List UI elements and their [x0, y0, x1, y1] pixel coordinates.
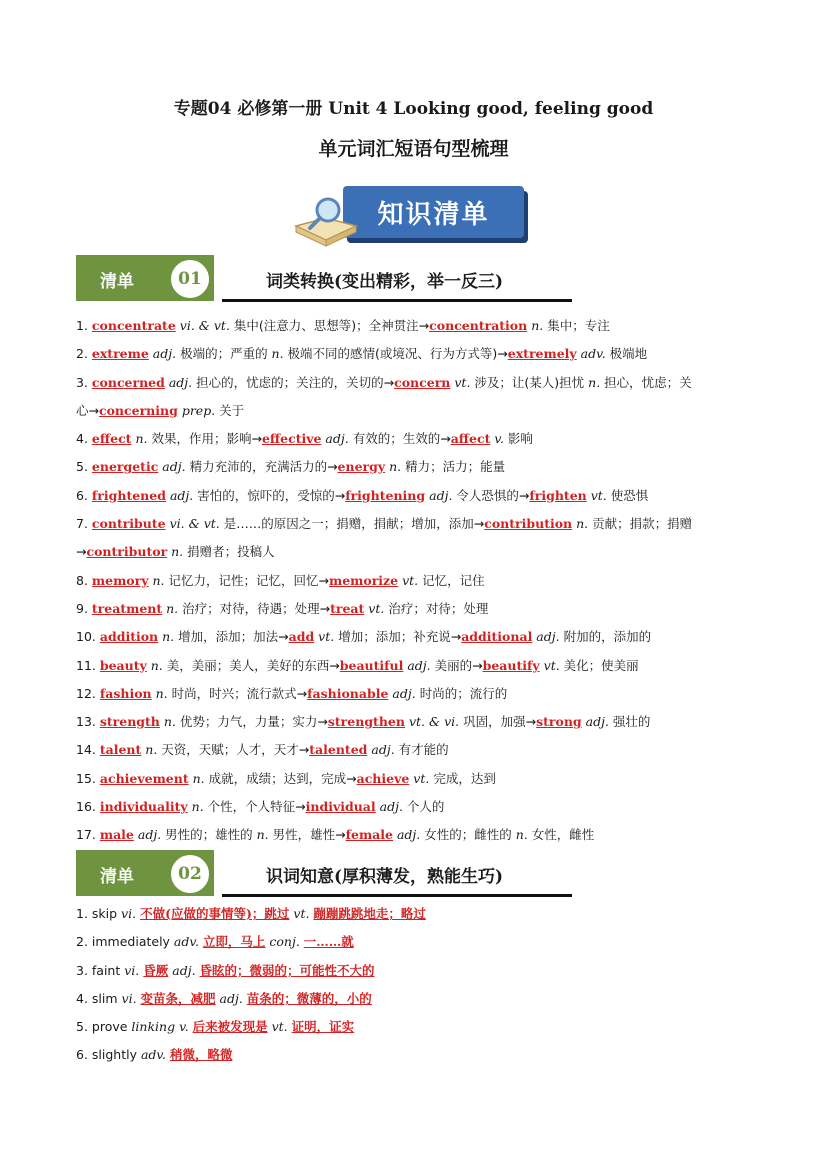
section-heading: 识词知意(厚积薄发，熟能生巧) [266, 867, 504, 887]
line-text: 美化；使美丽 [563, 657, 639, 673]
line-text: 捐赠者；投稿人 [187, 544, 275, 560]
line-text: 集中；专注 [547, 318, 610, 333]
answer-text: 蹦蹦跳跳地走；略过 [313, 906, 426, 921]
answer-text: male [99, 827, 134, 843]
line-text: 1. skip [76, 906, 122, 921]
line-text: 时尚，时兴；流行款式→ [171, 685, 308, 701]
part-of-speech: vt. [314, 629, 339, 645]
line-text: 个性，个人特征→ [207, 799, 306, 815]
vocab-list [76, 312, 756, 850]
part-of-speech: n. [158, 629, 179, 645]
vocab-line [76, 652, 756, 680]
line-text: → [76, 544, 87, 560]
part-of-speech: vt. [364, 600, 389, 616]
answer-text: additional [461, 629, 533, 645]
line-text: 天资，天赋；人才，天才→ [161, 742, 310, 758]
answer-text: individual [305, 799, 376, 815]
section-tab-label: 清单 [100, 272, 134, 292]
answer-text: beautiful [339, 657, 404, 673]
part-of-speech: vi. [124, 962, 144, 978]
part-of-speech: n. [187, 799, 208, 815]
part-of-speech: adv. [140, 1047, 170, 1063]
part-of-speech: linking v. [131, 1019, 193, 1035]
part-of-speech: n. [162, 600, 183, 616]
part-of-speech: n. [148, 572, 169, 588]
line-text: 害怕的，惊吓的，受惊的→ [197, 487, 346, 503]
section-number: 02 [168, 852, 212, 896]
answer-text: contribute [91, 516, 166, 532]
line-text: 2. [76, 346, 92, 362]
answer-text: treatment [91, 600, 163, 616]
answer-text: addition [99, 629, 159, 645]
section-underline [222, 894, 572, 897]
part-of-speech: v. [490, 431, 508, 447]
answer-text: treat [330, 600, 365, 616]
line-text: 令人恐惧的→ [456, 487, 530, 503]
part-of-speech: vi. & vt. [165, 516, 224, 532]
part-of-speech: adj. [168, 962, 200, 978]
vocab-line [76, 793, 756, 821]
part-of-speech: vt. [398, 572, 423, 588]
vocab-line [76, 453, 756, 481]
line-text: 17. [76, 827, 100, 843]
part-of-speech: vt. [289, 906, 314, 921]
part-of-speech: vt. [539, 657, 564, 673]
vocab-line [76, 736, 756, 764]
word-meaning-list [76, 900, 756, 1070]
line-text: 精力充沛的，充满活力的→ [189, 459, 338, 475]
answer-text: talented [309, 742, 368, 758]
line-text: 治疗；对待；处理 [388, 600, 489, 616]
line-text: 1. [76, 318, 92, 333]
part-of-speech: adj. [215, 990, 247, 1006]
answer-text: achieve [356, 770, 410, 786]
part-of-speech: vi. [121, 906, 141, 921]
part-of-speech: adj. [165, 487, 198, 503]
part-of-speech: n. [572, 516, 593, 532]
line-text: 5. prove [76, 1019, 132, 1035]
line-text: 集中(注意力、思想等)；全神贯注→ [233, 318, 430, 333]
answer-text: memorize [328, 572, 399, 588]
vocab-line [76, 510, 756, 538]
answer-text: strong [536, 714, 582, 730]
part-of-speech: vt. [586, 487, 611, 503]
part-of-speech: adv. [576, 346, 610, 362]
line-text: 6. [76, 487, 92, 503]
line-text: 极端不同的感情(或境况、行为方式等)→ [287, 346, 508, 362]
part-of-speech: adj. [403, 657, 435, 673]
part-of-speech: n. [588, 374, 605, 390]
line-text: 极端地 [609, 346, 648, 362]
part-of-speech: adj. [158, 459, 190, 475]
word-line [76, 928, 756, 956]
answer-text: frighten [529, 487, 587, 503]
line-text: 2. immediately [76, 934, 174, 950]
part-of-speech: adj. [321, 431, 353, 447]
line-text: 完成，达到 [433, 770, 496, 786]
line-text: 贡献；捐款；捐赠 [592, 516, 693, 532]
answer-text: energetic [91, 459, 159, 475]
line-text: 使恐惧 [610, 487, 649, 503]
part-of-speech: adj. [581, 714, 613, 730]
line-text: 担心，忧虑；关 [604, 374, 692, 390]
answer-text: strength [99, 714, 160, 730]
line-text: 美丽的→ [434, 657, 483, 673]
line-text: 记忆，记住 [422, 572, 485, 588]
vocab-line [76, 312, 756, 340]
line-text: 美，美丽；美人，美好的东西→ [166, 657, 340, 673]
answer-text: fashion [99, 685, 152, 701]
line-text: 增加；添加；补充说→ [338, 629, 462, 645]
word-line [76, 900, 756, 928]
line-text: 强壮的 [612, 714, 651, 730]
line-text: 3. [76, 374, 92, 390]
answer-text: 证明，证实 [291, 1019, 355, 1035]
line-text: 效果，作用；影响→ [151, 431, 262, 447]
part-of-speech: n. [256, 827, 273, 843]
answer-text: 一……就 [303, 934, 354, 950]
answer-text: 变苗条，减肥 [140, 990, 216, 1006]
page-title: 专题04 必修第一册 Unit 4 Looking good, feeling good [173, 99, 654, 119]
answer-text: extreme [91, 346, 149, 362]
vocab-line [76, 340, 756, 368]
answer-text: concerned [91, 374, 165, 390]
word-line [76, 957, 756, 985]
vocab-line [76, 680, 756, 708]
line-text: 15. [76, 770, 100, 786]
word-line [76, 1041, 756, 1069]
vocab-line [76, 425, 756, 453]
part-of-speech: n. [141, 742, 162, 758]
word-line [76, 1013, 756, 1041]
line-text: 是……的原因之一；捐赠，捐献；增加，添加→ [223, 516, 485, 532]
section-heading: 词类转换(变出精彩，举一反三) [266, 272, 504, 292]
part-of-speech: adj. [532, 629, 564, 645]
part-of-speech: n. [131, 431, 152, 447]
line-text: 有才能的 [398, 742, 449, 758]
part-of-speech: n. [527, 318, 548, 333]
answer-text: 稍微，略微 [169, 1047, 233, 1063]
line-text: 女性，雌性 [531, 827, 595, 843]
section-number: 01 [168, 257, 212, 301]
line-text: 附加的，添加的 [563, 629, 652, 645]
vocab-line [76, 567, 756, 595]
answer-text: contributor [86, 544, 168, 560]
answer-text: energy [337, 459, 386, 475]
part-of-speech: vt. [267, 1019, 292, 1035]
answer-text: 立即，马上 [202, 934, 266, 950]
section-tab-label: 清单 [100, 867, 134, 887]
answer-text: individuality [99, 799, 188, 815]
line-text: 关于 [219, 402, 245, 418]
part-of-speech: adj. [164, 374, 197, 390]
line-text: 10. [76, 629, 100, 645]
answer-text: beauty [99, 657, 147, 673]
answer-text: effect [91, 431, 132, 447]
vocab-line [76, 538, 756, 566]
answer-text: affect [450, 431, 491, 447]
answer-text: 后来被发现是 [192, 1019, 268, 1035]
line-text: 巩固，加强→ [463, 714, 537, 730]
line-text: 5. [76, 459, 92, 475]
line-text: 精力；活力；能量 [405, 459, 506, 475]
line-text: 男性，雄性→ [272, 827, 346, 843]
answer-text: female [345, 827, 393, 843]
answer-text: beautify [482, 657, 540, 673]
line-text: 4. slim [76, 990, 122, 1006]
line-text: 极端的；严重的 [180, 346, 272, 362]
line-text: 3. faint [76, 962, 125, 978]
part-of-speech: adv. [173, 934, 203, 950]
part-of-speech: adj. [133, 827, 166, 843]
answer-text: talent [99, 742, 142, 758]
page-subtitle: 单元词汇短语句型梳理 [318, 138, 509, 160]
banner-label: 知识清单 [343, 186, 524, 238]
part-of-speech: n. [167, 544, 188, 560]
vocab-line [76, 482, 756, 510]
vocab-line [76, 369, 756, 397]
answer-text: strengthen [327, 714, 405, 730]
part-of-speech: vt. [450, 374, 475, 390]
line-text: 治疗；对待，待遇；处理→ [182, 600, 331, 616]
answer-text: concentration [429, 318, 528, 333]
line-text: 心→ [76, 402, 99, 418]
part-of-speech: n. [159, 714, 180, 730]
part-of-speech: vt. [409, 770, 434, 786]
part-of-speech: vt. & vi. [404, 714, 464, 730]
answer-text: extremely [507, 346, 577, 362]
line-text: 13. [76, 714, 100, 730]
vocab-line [76, 765, 756, 793]
section-header-01 [76, 255, 576, 303]
line-text: 12. [76, 685, 100, 701]
answer-text: 昏眩的；微弱的；可能性不大的 [199, 962, 375, 978]
part-of-speech: prep. [177, 402, 220, 418]
answer-text: fashionable [307, 685, 389, 701]
answer-text: concerning [98, 402, 178, 418]
answer-text: achievement [99, 770, 189, 786]
part-of-speech: n. [515, 827, 532, 843]
part-of-speech: adj. [388, 685, 420, 701]
section-header-02 [76, 850, 576, 898]
line-text: 个人的 [406, 799, 445, 815]
part-of-speech: n. [385, 459, 406, 475]
line-text: 8. [76, 572, 92, 588]
line-text: 记忆力，记性；记忆，回忆→ [168, 572, 329, 588]
part-of-speech: n. [188, 770, 209, 786]
answer-text: concern [394, 374, 451, 390]
line-text: 成就，成绩；达到，完成→ [208, 770, 357, 786]
line-text: 男性的；雄性的 [165, 827, 257, 843]
line-text: 14. [76, 742, 100, 758]
line-text: 担心的，忧虑的；关注的，关切的→ [196, 374, 395, 390]
answer-text: effective [261, 431, 322, 447]
line-text: 有效的；生效的→ [352, 431, 451, 447]
vocab-line [76, 595, 756, 623]
line-text: 4. [76, 431, 92, 447]
answer-text: memory [91, 572, 149, 588]
answer-text: 不做(应做的事情等)；跳过 [140, 906, 290, 921]
part-of-speech: adj. [392, 827, 425, 843]
book-magnifier-icon [292, 196, 362, 248]
word-line [76, 985, 756, 1013]
answer-text: 苗条的；微薄的，小的 [246, 990, 372, 1006]
line-text: 9. [76, 600, 92, 616]
line-text: 女性的；雌性的 [424, 827, 516, 843]
part-of-speech: vi. [121, 990, 141, 1006]
part-of-speech: adj. [375, 799, 407, 815]
part-of-speech: vi. & vt. [175, 318, 234, 333]
line-text: 影响 [507, 431, 533, 447]
line-text: 7. [76, 516, 92, 532]
part-of-speech: n. [151, 685, 172, 701]
vocab-line [76, 708, 756, 736]
line-text: 11. [76, 657, 100, 673]
line-text: 6. slightly [76, 1047, 141, 1063]
part-of-speech: adj. [425, 487, 457, 503]
vocab-line [76, 623, 756, 651]
vocab-line [76, 821, 756, 849]
part-of-speech: adj. [148, 346, 181, 362]
part-of-speech: n. [146, 657, 167, 673]
answer-text: concentrate [91, 318, 176, 333]
line-text: 涉及；让(某人)担忧 [474, 374, 589, 390]
line-text: 优势；力气，力量；实力→ [179, 714, 328, 730]
part-of-speech: conj. [265, 934, 304, 950]
part-of-speech: n. [271, 346, 288, 362]
answer-text: contribution [484, 516, 573, 532]
line-text: 时尚的；流行的 [419, 685, 508, 701]
line-text: 16. [76, 799, 100, 815]
section-underline [222, 299, 572, 302]
answer-text: frightening [345, 487, 426, 503]
answer-text: 昏厥 [143, 962, 169, 978]
part-of-speech: adj. [367, 742, 399, 758]
vocab-line [76, 397, 756, 425]
answer-text: frightened [91, 487, 166, 503]
line-text: 增加，添加；加法→ [178, 629, 289, 645]
answer-text: add [288, 629, 315, 645]
